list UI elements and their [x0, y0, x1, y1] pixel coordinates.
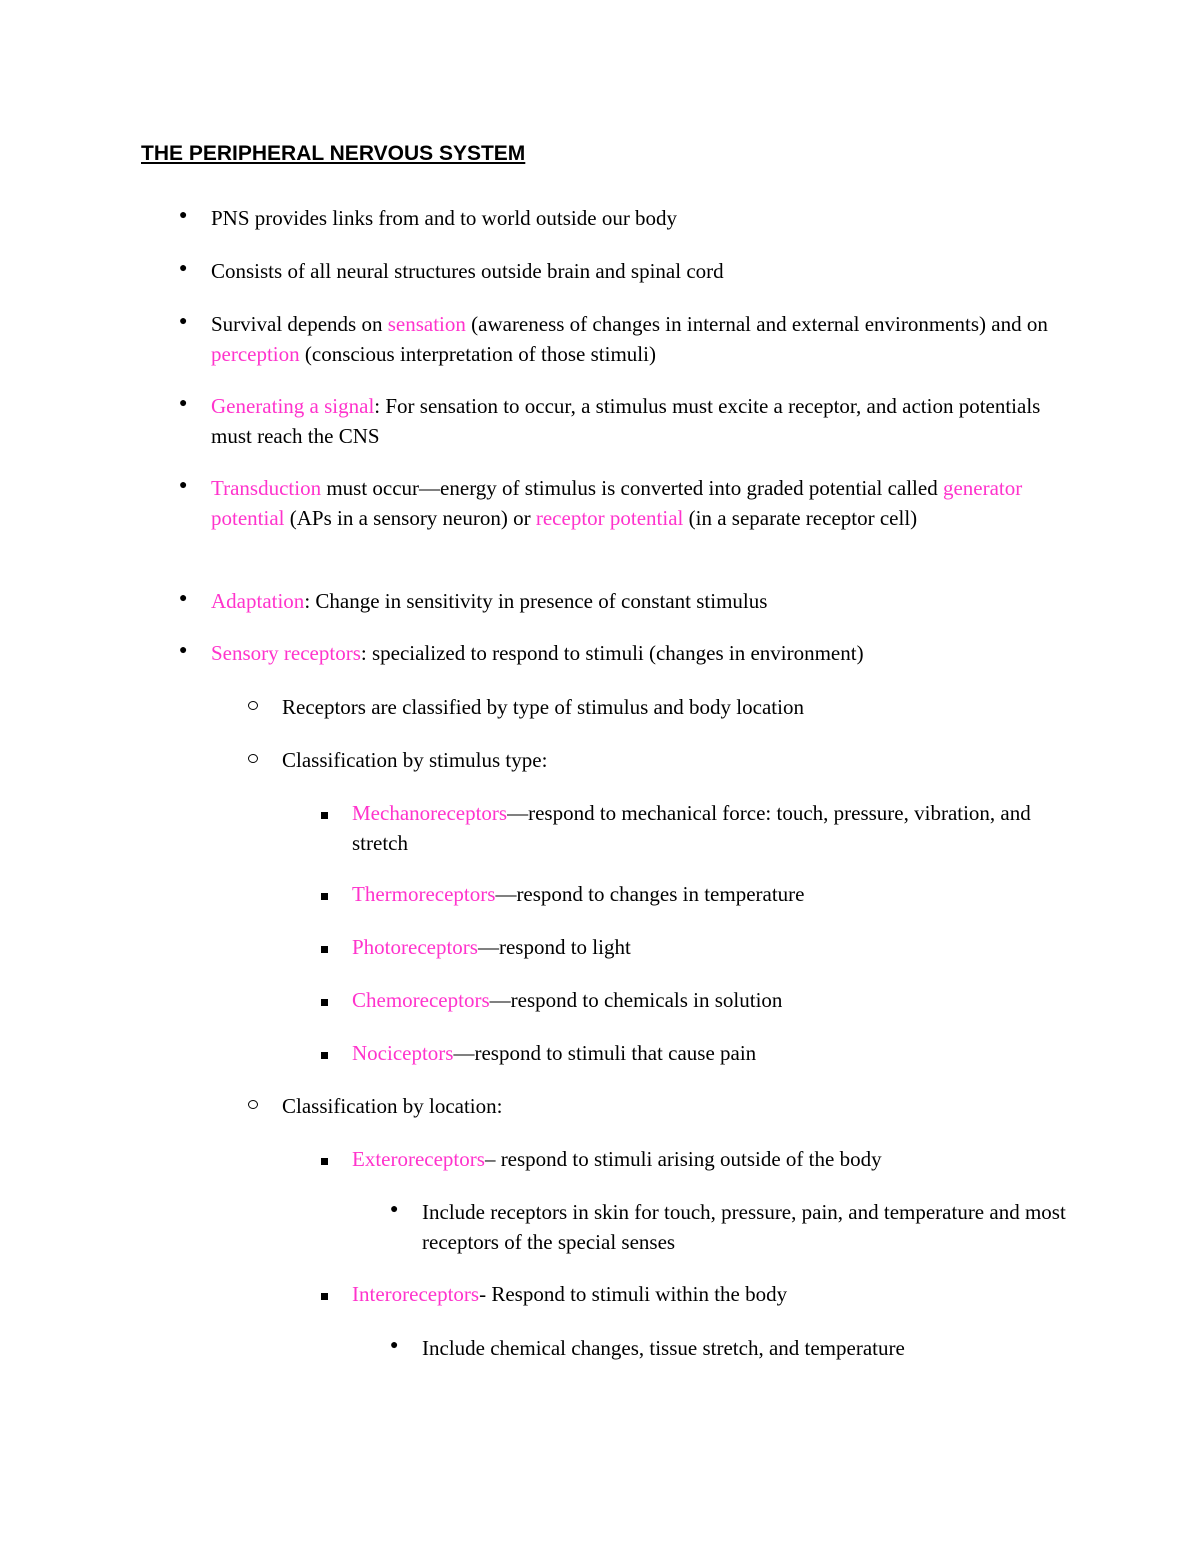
item-text: : specialized to respond to stimuli (changes in environment)	[360, 641, 864, 665]
item-text: —respond to light	[477, 935, 631, 959]
item-text: —respond to mechanical force: touch, pressure, vibration, and stretch	[352, 801, 1031, 855]
item-text: Receptors are classified by type of stimulus and body location	[282, 695, 804, 719]
highlighted-term: Exteroreceptors	[352, 1147, 485, 1171]
bullet-circle-icon	[248, 1100, 258, 1109]
list-item	[352, 1279, 1032, 1309]
list-item	[352, 985, 1032, 1015]
bullet-dot-icon: ●	[390, 1338, 399, 1353]
item-text: Include chemical changes, tissue stretch, and temperature	[422, 1336, 905, 1360]
list-item	[179, 473, 1071, 533]
bullet-circle-icon	[248, 701, 258, 710]
highlighted-term: Generating a signal	[211, 394, 375, 418]
bullet-circle-icon	[248, 754, 258, 763]
item-text: —respond to chemicals in solution	[489, 988, 783, 1012]
bullet-square-icon	[321, 1293, 328, 1300]
list-item	[352, 932, 1032, 962]
item-text: : Change in sensitivity in presence of constant stimulus	[304, 589, 768, 613]
highlighted-term: perception	[211, 342, 300, 366]
bullet-square-icon	[321, 999, 328, 1006]
list-item	[390, 1333, 1072, 1363]
item-text: (in a separate receptor cell)	[683, 506, 918, 530]
item-text: (conscious interpretation of those stimuli)	[299, 342, 656, 366]
bullet-dot-icon: ●	[179, 314, 188, 329]
item-text: – respond to stimuli arising outside of the body	[484, 1147, 882, 1171]
list-item	[282, 692, 1072, 722]
list-item	[352, 1038, 1032, 1068]
list-item	[282, 1091, 1072, 1121]
highlighted-term: Thermoreceptors	[352, 882, 496, 906]
list-item	[390, 1197, 1072, 1257]
item-text: —respond to stimuli that cause pain	[453, 1041, 757, 1065]
bullet-dot-icon: ●	[179, 478, 188, 493]
item-text: Consists of all neural structures outside brain and spinal cord	[211, 259, 724, 283]
highlighted-term: Interoreceptors	[352, 1282, 480, 1306]
bullet-square-icon	[321, 1158, 328, 1165]
item-text: Survival depends on	[211, 312, 388, 336]
list-item	[179, 256, 1071, 286]
item-text: PNS provides links from and to world outside our body	[211, 206, 678, 230]
item-text: Classification by stimulus type:	[282, 748, 548, 772]
bullet-dot-icon: ●	[179, 643, 188, 658]
highlighted-term: Transduction	[211, 476, 322, 500]
list-item	[352, 798, 1032, 858]
item-text: Classification by location:	[282, 1094, 503, 1118]
bullet-square-icon	[321, 893, 328, 900]
bullet-dot-icon: ●	[179, 591, 188, 606]
highlighted-term: Photoreceptors	[352, 935, 478, 959]
highlighted-term: Nociceptors	[352, 1041, 454, 1065]
highlighted-term: Chemoreceptors	[352, 988, 490, 1012]
highlighted-term: Adaptation	[211, 589, 305, 613]
item-text: Include receptors in skin for touch, pressure, pain, and temperature and most receptors of the special senses	[422, 1200, 1066, 1254]
list-item	[179, 203, 1071, 233]
list-item	[352, 1144, 1032, 1174]
list-item	[179, 586, 1071, 616]
list-item	[352, 879, 1032, 909]
highlighted-term: sensation	[387, 312, 466, 336]
bullet-square-icon	[321, 1052, 328, 1059]
list-item	[282, 745, 1072, 775]
highlighted-term: generator potential	[211, 476, 1023, 530]
bullet-dot-icon: ●	[179, 396, 188, 411]
page-title: THE PERIPHERAL NERVOUS SYSTEM	[141, 142, 526, 165]
item-text: (APs in a sensory neuron) or	[284, 506, 536, 530]
bullet-square-icon	[321, 946, 328, 953]
item-text: - Respond to stimuli within the body	[479, 1282, 788, 1306]
list-item	[179, 309, 1071, 369]
item-text: —respond to changes in temperature	[495, 882, 805, 906]
item-text: must occur—energy of stimulus is converted into graded potential called	[321, 476, 943, 500]
list-item	[179, 391, 1071, 451]
item-text: : For sensation to occur, a stimulus must excite a receptor, and action potentials must reach the CNS	[211, 394, 1041, 448]
item-text: (awareness of changes in internal and external environments) and on	[465, 312, 1048, 336]
bullet-square-icon	[321, 812, 328, 819]
bullet-dot-icon: ●	[390, 1202, 399, 1217]
bullet-dot-icon: ●	[179, 208, 188, 223]
list-item	[179, 638, 1071, 668]
highlighted-term: receptor potential	[535, 506, 684, 530]
bullet-dot-icon: ●	[179, 261, 188, 276]
highlighted-term: Mechanoreceptors	[352, 801, 508, 825]
highlighted-term: Sensory receptors	[211, 641, 361, 665]
